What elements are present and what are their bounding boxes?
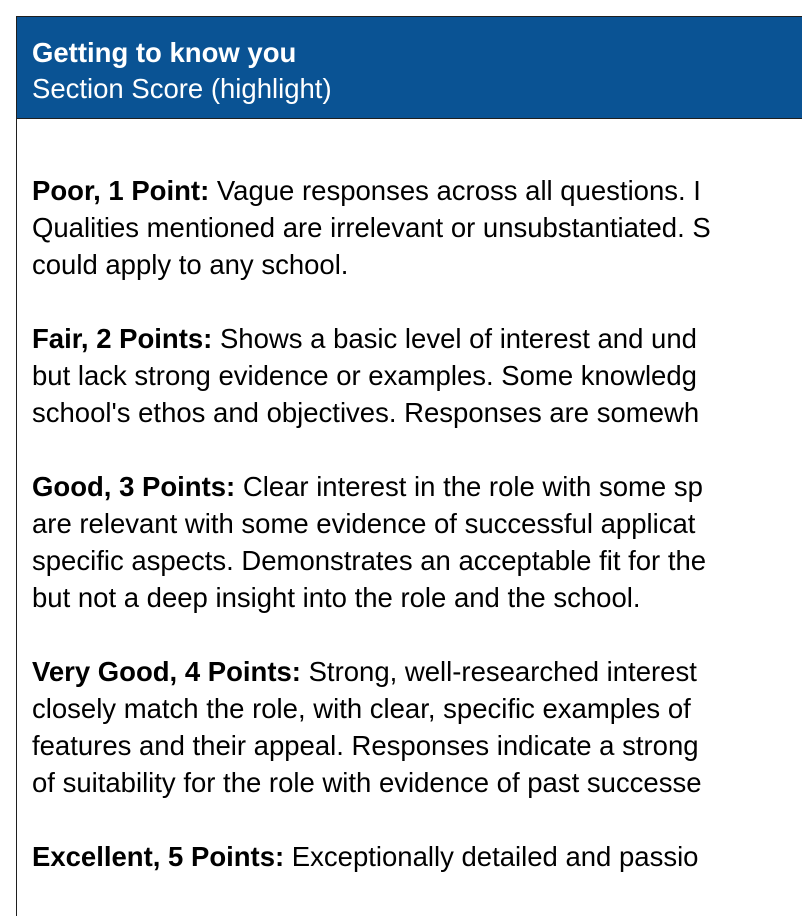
rubric-text: Vague responses across all questions. I bbox=[209, 175, 701, 206]
rubric-text: Clear interest in the role with some sp bbox=[235, 471, 703, 502]
rubric-level-label: Excellent, 5 Points: bbox=[32, 841, 285, 872]
rubric-level-label: Good, 3 Points: bbox=[32, 471, 236, 502]
scoring-rubric-cell bbox=[16, 16, 802, 916]
rubric-level-label: Fair, 2 Points: bbox=[32, 323, 213, 354]
rubric-line: specific aspects. Demonstrates an acceptable fit for the bbox=[32, 545, 707, 576]
rubric-level-label: Poor, 1 Point: bbox=[32, 175, 210, 206]
rubric-line: school's ethos and objectives. Responses are somewh bbox=[32, 397, 700, 428]
section-header bbox=[17, 17, 802, 119]
rubric-line bbox=[32, 172, 802, 209]
rubric-line bbox=[32, 468, 802, 505]
rubric-line bbox=[32, 320, 802, 357]
rubric-level-good bbox=[32, 468, 802, 616]
rubric-line: of suitability for the role with evidence of past successe bbox=[32, 767, 702, 798]
rubric-line: are relevant with some evidence of successful applicat bbox=[32, 508, 696, 539]
rubric-text: Exceptionally detailed and passio bbox=[284, 841, 699, 872]
rubric-level-poor bbox=[32, 172, 802, 283]
rubric-line bbox=[32, 653, 802, 690]
rubric-line: features and their appeal. Responses indicate a strong bbox=[32, 730, 699, 761]
rubric-text: Strong, well-researched interest bbox=[300, 656, 697, 687]
rubric-level-very-good bbox=[32, 653, 802, 801]
section-subtitle: Section Score (highlight) bbox=[32, 73, 332, 104]
section-title: Getting to know you bbox=[32, 37, 297, 68]
rubric-line: could apply to any school. bbox=[32, 249, 349, 280]
rubric-line: but lack strong evidence or examples. Some knowledg bbox=[32, 360, 697, 391]
rubric-line: closely match the role, with clear, specific examples of bbox=[32, 693, 691, 724]
rubric-line: but not a deep insight into the role and the school. bbox=[32, 582, 641, 613]
rubric-text: Shows a basic level of interest and und bbox=[212, 323, 697, 354]
rubric-level-excellent bbox=[32, 838, 802, 875]
rubric-level-label: Very Good, 4 Points: bbox=[32, 656, 301, 687]
rubric-content bbox=[17, 119, 802, 875]
rubric-level-fair bbox=[32, 320, 802, 431]
rubric-line bbox=[32, 838, 802, 875]
rubric-line: Qualities mentioned are irrelevant or unsubstantiated. S bbox=[32, 212, 711, 243]
